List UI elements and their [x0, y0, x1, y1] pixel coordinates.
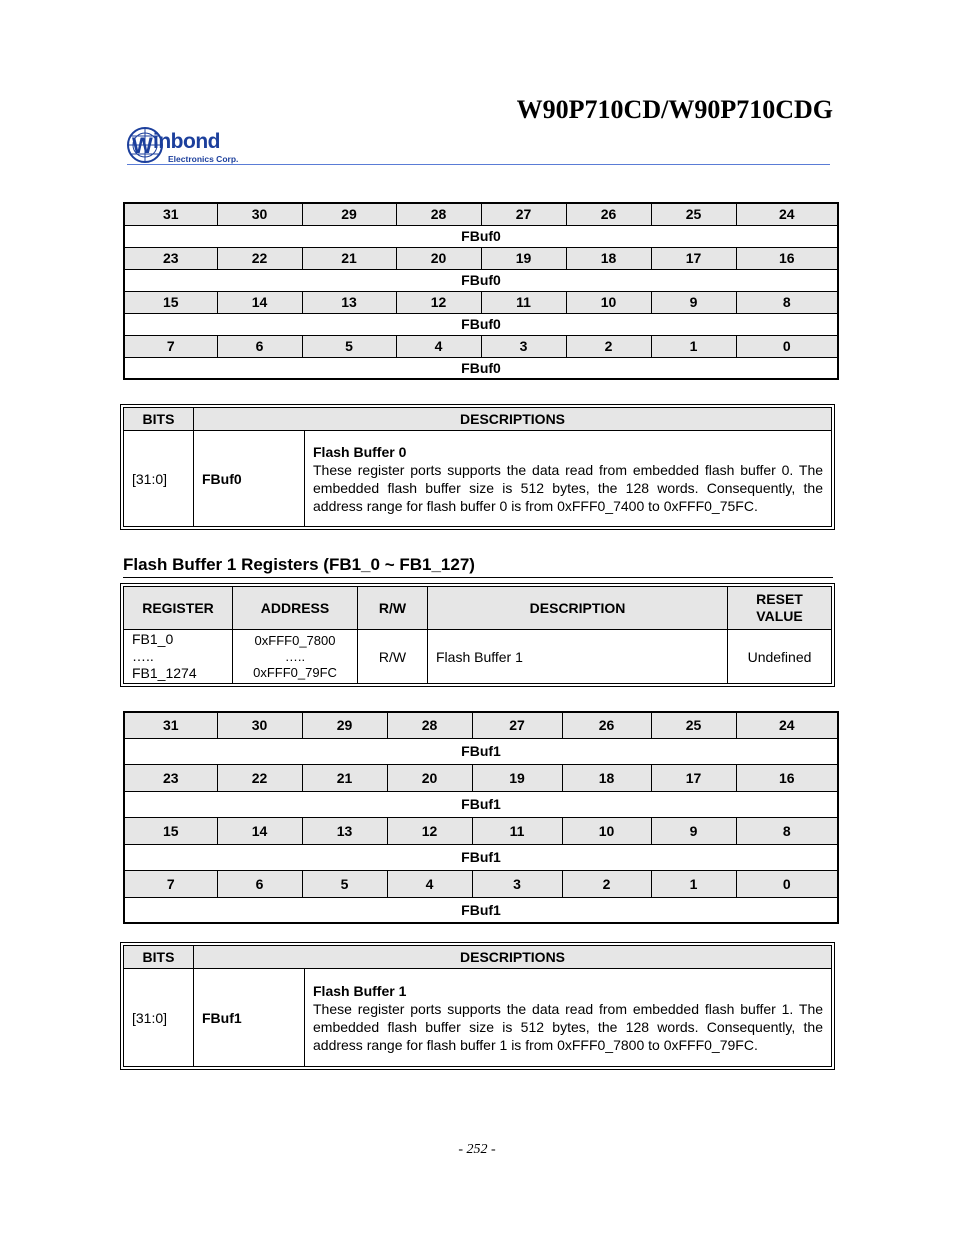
- bit-cell: 0: [736, 870, 838, 897]
- bit-cell: 22: [217, 247, 302, 269]
- description-row: [124, 431, 832, 527]
- address-last: 0xFFF0_79FC: [253, 664, 337, 680]
- bit-cell: 15: [124, 291, 217, 313]
- bit-cell: 9: [651, 291, 736, 313]
- description-header: DESCRIPTION: [428, 587, 728, 630]
- register-first: FB1_0: [132, 631, 174, 647]
- register-name: [124, 630, 233, 684]
- description-title: Flash Buffer 0: [313, 443, 407, 460]
- bit-cell: 23: [124, 764, 217, 791]
- logo-subtitle: Electronics Corp.: [168, 154, 239, 164]
- bit-cell: 29: [302, 712, 387, 738]
- rw-header: R/W: [358, 587, 428, 630]
- bit-cell: 16: [736, 764, 838, 791]
- fbuf1-bit-table: [123, 711, 839, 924]
- bit-field-row: [124, 269, 838, 291]
- description-text: These register ports supports the data read from embedded flash buffer 1. The embedded flash buffer size is 512 bytes, the 128 words. Consequently, the address range for flash buffer 1 is from 0xFFF0_7800 to 0xFFF0_79FC.: [313, 1000, 824, 1053]
- field-cell: FBuf1: [124, 897, 838, 923]
- description-header-row: [124, 946, 832, 969]
- bit-cell: 27: [481, 203, 566, 225]
- bit-cell: 8: [736, 291, 838, 313]
- logo-wordmark: inbond: [153, 130, 220, 153]
- bit-cell: 1: [651, 870, 736, 897]
- bit-field-row: [124, 897, 838, 923]
- bit-cell: 13: [302, 291, 396, 313]
- bits-range: [31:0]: [124, 969, 194, 1067]
- description-header-row: [124, 408, 832, 431]
- bit-field-row: [124, 313, 838, 335]
- field-cell: FBuf0: [124, 225, 838, 247]
- field-cell: FBuf1: [124, 844, 838, 870]
- bit-cell: 31: [124, 203, 217, 225]
- bit-number-row: [124, 712, 838, 738]
- bit-cell: 5: [302, 870, 387, 897]
- bit-cell: 26: [566, 203, 651, 225]
- bit-number-row: [124, 764, 838, 791]
- reset-header-line1: RESET: [756, 591, 803, 607]
- document-title: W90P710CD/W90P710CDG: [516, 95, 833, 124]
- reset-value-header: [728, 587, 832, 630]
- register-reset-value: Undefined: [728, 630, 832, 684]
- bit-cell: 29: [302, 203, 396, 225]
- bit-cell: 4: [396, 335, 481, 357]
- bit-number-row: [124, 335, 838, 357]
- register-rw: R/W: [358, 630, 428, 684]
- bit-cell: 20: [396, 247, 481, 269]
- field-name: FBuf1: [194, 969, 305, 1067]
- field-cell: FBuf1: [124, 791, 838, 817]
- bit-cell: 12: [396, 291, 481, 313]
- bit-field-row: [124, 357, 838, 379]
- bit-cell: 8: [736, 817, 838, 844]
- register-header-row: [124, 587, 832, 630]
- descriptions-header: DESCRIPTIONS: [194, 946, 832, 969]
- bit-field-row: [124, 738, 838, 764]
- reset-header-line2: VALUE: [756, 608, 803, 624]
- bit-cell: 4: [387, 870, 472, 897]
- bit-cell: 10: [566, 291, 651, 313]
- bit-cell: 26: [562, 712, 651, 738]
- bits-range: [31:0]: [124, 431, 194, 527]
- bit-cell: 7: [124, 335, 217, 357]
- section-rule: [123, 577, 833, 578]
- bit-cell: 2: [562, 870, 651, 897]
- bit-cell: 12: [387, 817, 472, 844]
- bit-cell: 14: [217, 817, 302, 844]
- bit-cell: 13: [302, 817, 387, 844]
- logo-initial: W: [132, 133, 153, 158]
- register-row: [124, 630, 832, 684]
- field-cell: FBuf0: [124, 313, 838, 335]
- bit-number-row: [124, 291, 838, 313]
- bit-cell: 0: [736, 335, 838, 357]
- bit-cell: 2: [566, 335, 651, 357]
- bit-cell: 15: [124, 817, 217, 844]
- address-first: 0xFFF0_7800: [254, 632, 336, 648]
- fbuf0-bit-table: [123, 202, 839, 380]
- bit-cell: 16: [736, 247, 838, 269]
- bit-cell: 1: [651, 335, 736, 357]
- register-address: [233, 630, 358, 684]
- bit-cell: 14: [217, 291, 302, 313]
- header-rule: [127, 164, 830, 165]
- bit-cell: 17: [651, 247, 736, 269]
- description-row: [124, 969, 832, 1067]
- bit-cell: 30: [217, 712, 302, 738]
- page-number: - 252 -: [458, 1142, 496, 1157]
- bit-cell: 7: [124, 870, 217, 897]
- bit-number-row: [124, 870, 838, 897]
- bits-header: BITS: [124, 408, 194, 431]
- bit-cell: 25: [651, 203, 736, 225]
- bit-number-row: [124, 247, 838, 269]
- bit-cell: 28: [396, 203, 481, 225]
- bit-cell: 19: [481, 247, 566, 269]
- description-title: Flash Buffer 1: [313, 982, 407, 999]
- field-cell: FBuf0: [124, 269, 838, 291]
- fbuf0-description-table: [123, 407, 832, 527]
- bit-field-row: [124, 225, 838, 247]
- bit-cell: 10: [562, 817, 651, 844]
- field-name: FBuf0: [194, 431, 305, 527]
- bit-cell: 3: [472, 870, 562, 897]
- bit-cell: 27: [472, 712, 562, 738]
- register-description: Flash Buffer 1: [428, 630, 728, 684]
- register-table: [123, 586, 832, 684]
- fbuf1-description-table: [123, 945, 832, 1067]
- description-text: These register ports supports the data read from embedded flash buffer 0. The embedded flash buffer size is 512 bytes, the 128 words. Consequently, the address range for flash buffer 0 is from 0xFFF0_7400 to 0xFFF0_75FC.: [313, 461, 824, 514]
- bit-cell: 5: [302, 335, 396, 357]
- register-last: FB1_1274: [132, 665, 197, 681]
- bits-header: BITS: [124, 946, 194, 969]
- bit-cell: 25: [651, 712, 736, 738]
- bit-cell: 17: [651, 764, 736, 791]
- bit-cell: 6: [217, 870, 302, 897]
- address-dots: …..: [284, 648, 306, 664]
- bit-cell: 6: [217, 335, 302, 357]
- bit-cell: 9: [651, 817, 736, 844]
- bit-cell: 30: [217, 203, 302, 225]
- field-description: [305, 431, 832, 527]
- field-cell: FBuf1: [124, 738, 838, 764]
- bit-cell: 19: [472, 764, 562, 791]
- register-header: REGISTER: [124, 587, 233, 630]
- bit-cell: 22: [217, 764, 302, 791]
- register-dots: …..: [132, 648, 154, 664]
- field-cell: FBuf0: [124, 357, 838, 379]
- descriptions-header: DESCRIPTIONS: [194, 408, 832, 431]
- bit-cell: 21: [302, 247, 396, 269]
- bit-number-row: [124, 203, 838, 225]
- bit-cell: 18: [562, 764, 651, 791]
- bit-cell: 28: [387, 712, 472, 738]
- bit-cell: 24: [736, 203, 838, 225]
- address-header: ADDRESS: [233, 587, 358, 630]
- bit-cell: 3: [481, 335, 566, 357]
- bit-cell: 18: [566, 247, 651, 269]
- bit-cell: 31: [124, 712, 217, 738]
- bit-field-row: [124, 791, 838, 817]
- section-heading: Flash Buffer 1 Registers (FB1_0 ~ FB1_127): [123, 555, 475, 574]
- bit-cell: 21: [302, 764, 387, 791]
- bit-cell: 20: [387, 764, 472, 791]
- bit-field-row: [124, 844, 838, 870]
- bit-cell: 11: [481, 291, 566, 313]
- field-description: [305, 969, 832, 1067]
- bit-cell: 11: [472, 817, 562, 844]
- bit-number-row: [124, 817, 838, 844]
- bit-cell: 24: [736, 712, 838, 738]
- bit-cell: 23: [124, 247, 217, 269]
